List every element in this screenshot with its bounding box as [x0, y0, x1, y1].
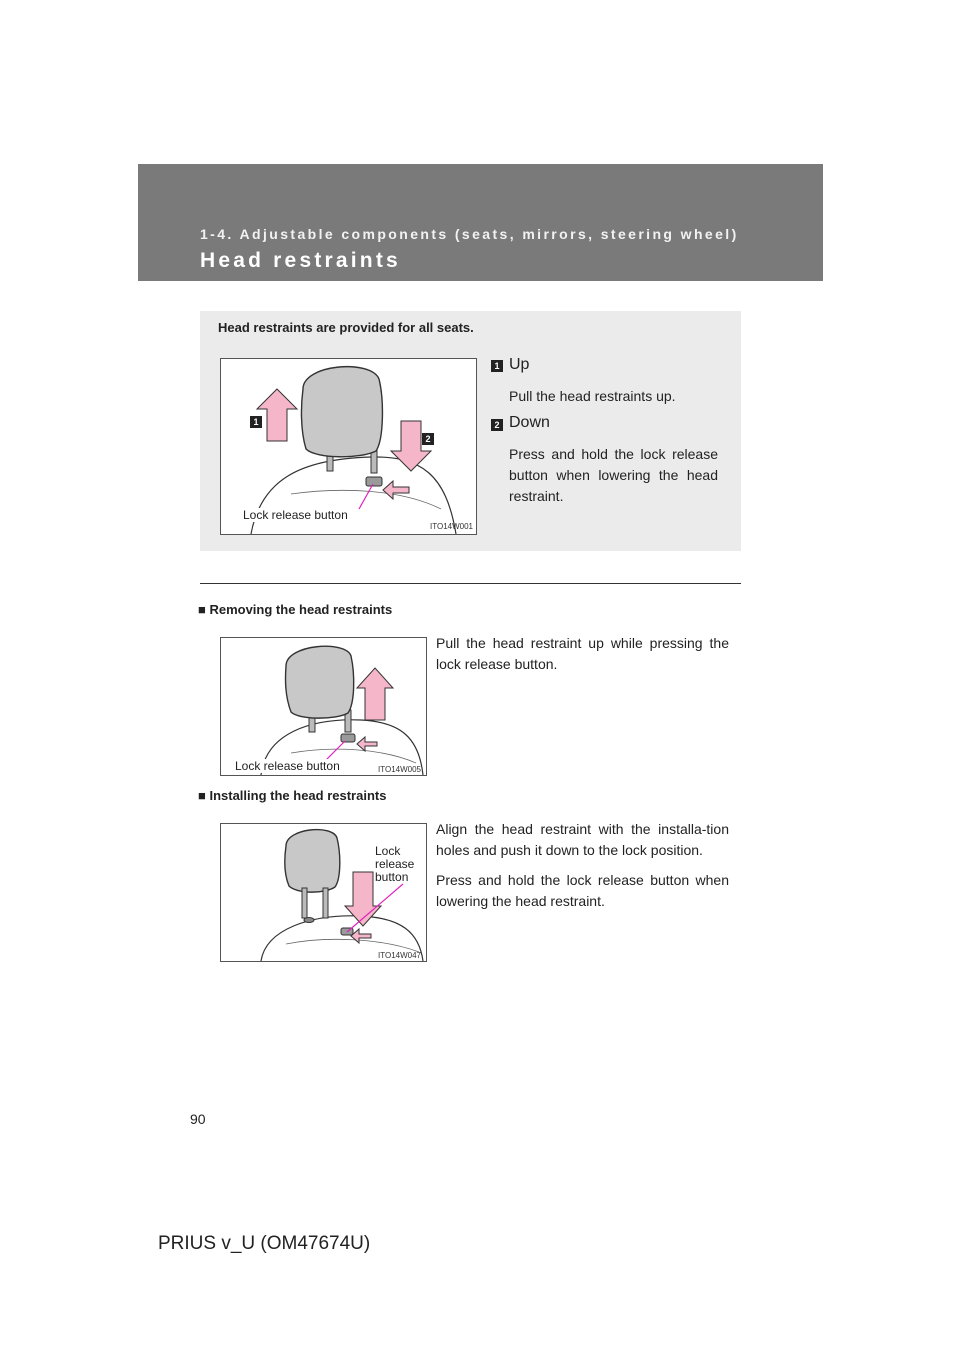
intro-text: Head restraints are provided for all seats. [218, 320, 474, 335]
step1-badge: 1 [491, 360, 503, 372]
installing-heading: ■ Installing the head restraints [198, 788, 387, 803]
removing-illustration [221, 638, 426, 775]
removing-heading: ■ Removing the head restraints [198, 602, 393, 617]
removing-text: Pull the head restraint up while pressing the lock release button. [436, 635, 729, 672]
figure3-callout: Lock release button [375, 844, 415, 884]
installing-paragraph-1: Align the head restraint with the installa-tion holes and push it down to the lock position. [436, 821, 729, 858]
step1-title: Up [509, 356, 530, 373]
figure2-code: ITO14W005 [378, 765, 421, 774]
installing-paragraph-2: Press and hold the lock release button when lowering the head restraint. [436, 872, 729, 909]
figure2-callout: Lock release button [235, 759, 340, 773]
step2-badge: 2 [491, 419, 503, 431]
footer-model: PRIUS v_U (OM47674U) [158, 1233, 371, 1254]
step2-description: Press and hold the lock release button when lowering the head restraint. [509, 446, 718, 504]
figure1-badge-2: 2 [422, 433, 434, 445]
section-label: 1-4. Adjustable components (seats, mirrors, steering wheel) [200, 226, 739, 242]
section-divider [200, 583, 741, 584]
figure3-code: ITO14W047 [378, 951, 421, 960]
step2-title: Down [509, 414, 550, 431]
figure-removing [220, 637, 427, 776]
page-number: 90 [190, 1111, 206, 1127]
installing-text [436, 819, 729, 921]
figure1-callout: Lock release button [243, 508, 348, 522]
page-title: Head restraints [200, 249, 401, 272]
figure1-code: ITO14W001 [430, 522, 473, 531]
figure1-badge-1: 1 [250, 416, 262, 428]
step1-description: Pull the head restraints up. [509, 388, 676, 404]
